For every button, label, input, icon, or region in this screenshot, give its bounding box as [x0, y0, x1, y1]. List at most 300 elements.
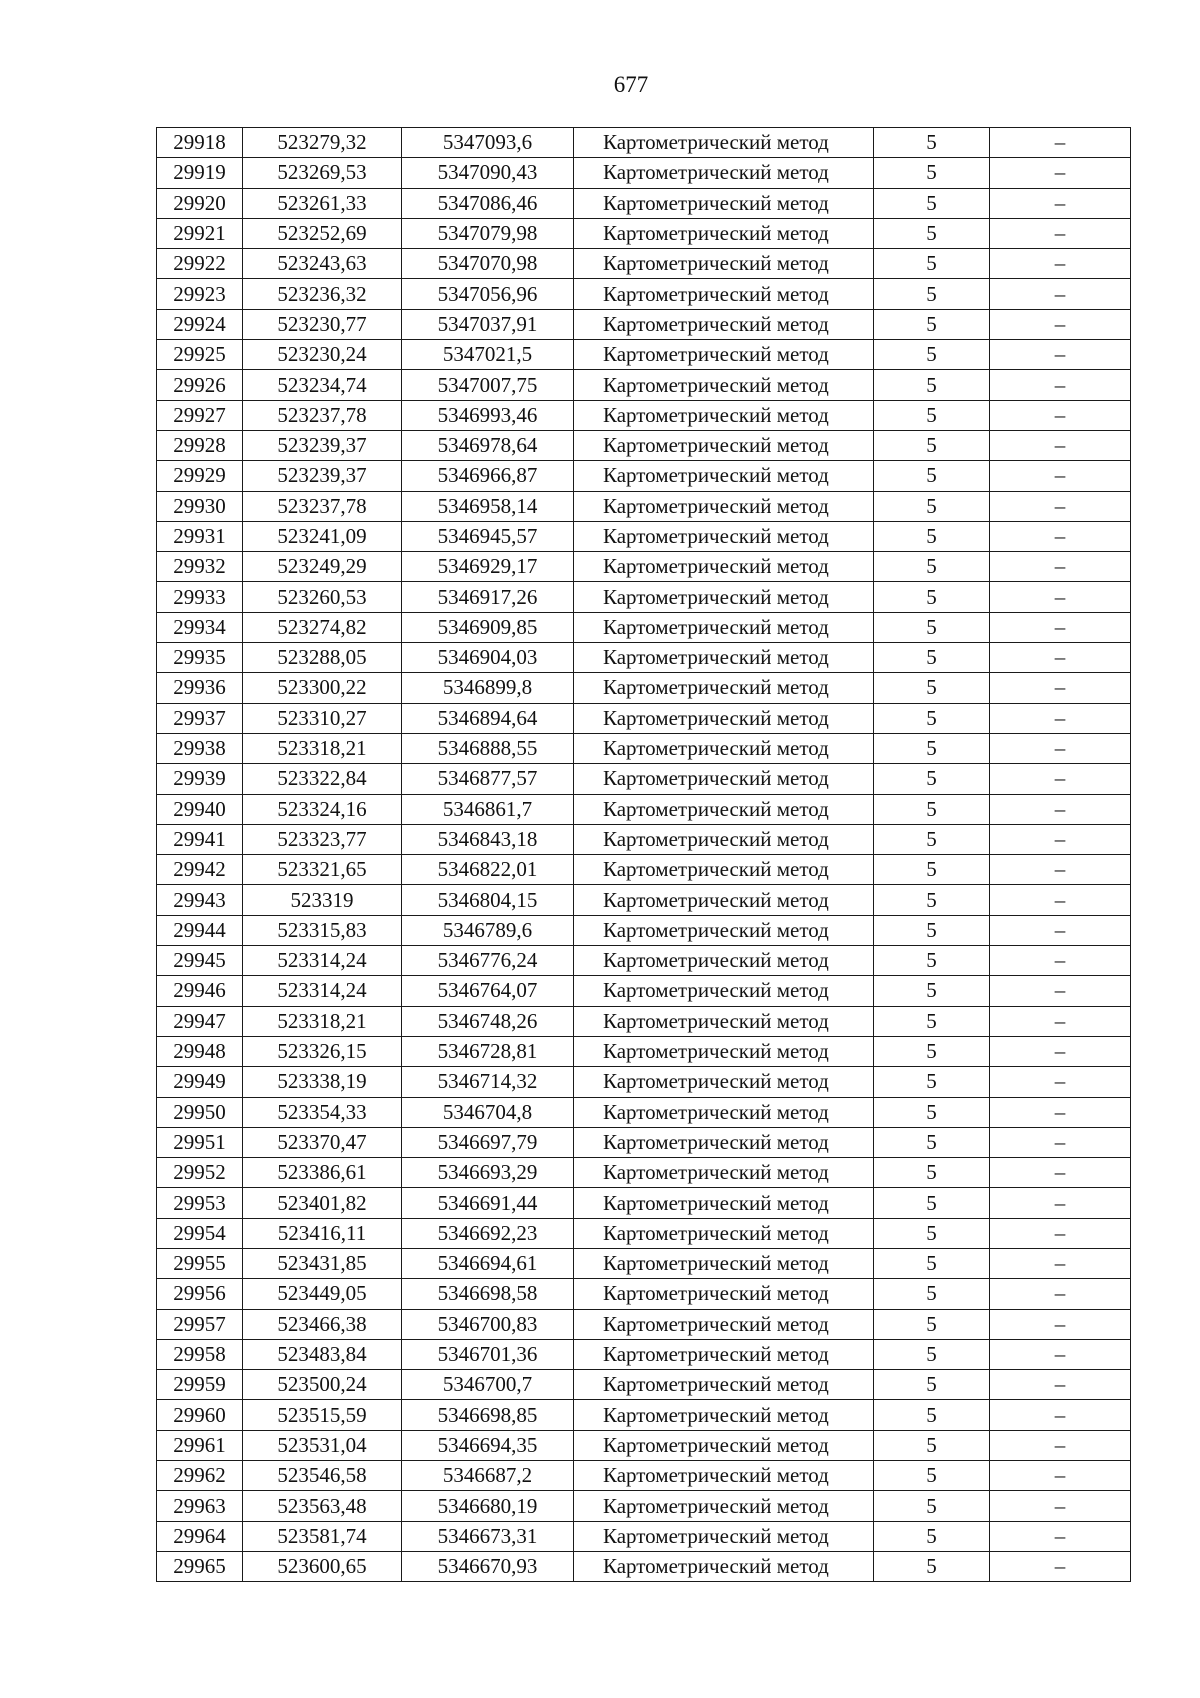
- coordinates-table-body: [157, 128, 1131, 1582]
- note-cell: –: [990, 128, 1131, 158]
- table-row: [157, 279, 1131, 309]
- y-coordinate-cell: 5346804,15: [402, 885, 574, 915]
- x-coordinate-cell: 523546,58: [243, 1461, 402, 1491]
- accuracy-cell: 5: [874, 794, 990, 824]
- point-number-cell: 29958: [157, 1339, 243, 1369]
- method-cell: Картометрический метод: [574, 703, 874, 733]
- point-number-cell: 29923: [157, 279, 243, 309]
- x-coordinate-cell: 523322,84: [243, 764, 402, 794]
- note-cell: –: [990, 946, 1131, 976]
- y-coordinate-cell: 5346698,58: [402, 1279, 574, 1309]
- table-row: [157, 733, 1131, 763]
- table-row: [157, 1400, 1131, 1430]
- table-row: [157, 1430, 1131, 1460]
- x-coordinate-cell: 523230,24: [243, 340, 402, 370]
- x-coordinate-cell: 523315,83: [243, 915, 402, 945]
- accuracy-cell: 5: [874, 703, 990, 733]
- method-cell: Картометрический метод: [574, 1430, 874, 1460]
- x-coordinate-cell: 523319: [243, 885, 402, 915]
- table-row: [157, 1218, 1131, 1248]
- point-number-cell: 29957: [157, 1309, 243, 1339]
- x-coordinate-cell: 523314,24: [243, 946, 402, 976]
- note-cell: –: [990, 1430, 1131, 1460]
- accuracy-cell: 5: [874, 188, 990, 218]
- method-cell: Картометрический метод: [574, 218, 874, 248]
- method-cell: Картометрический метод: [574, 976, 874, 1006]
- x-coordinate-cell: 523230,77: [243, 309, 402, 339]
- method-cell: Картометрический метод: [574, 521, 874, 551]
- x-coordinate-cell: 523354,33: [243, 1097, 402, 1127]
- point-number-cell: 29964: [157, 1521, 243, 1551]
- table-row: [157, 764, 1131, 794]
- accuracy-cell: 5: [874, 249, 990, 279]
- table-row: [157, 188, 1131, 218]
- y-coordinate-cell: 5346958,14: [402, 491, 574, 521]
- table-row: [157, 1461, 1131, 1491]
- y-coordinate-cell: 5346894,64: [402, 703, 574, 733]
- note-cell: –: [990, 218, 1131, 248]
- table-row: [157, 703, 1131, 733]
- accuracy-cell: 5: [874, 218, 990, 248]
- accuracy-cell: 5: [874, 643, 990, 673]
- x-coordinate-cell: 523274,82: [243, 612, 402, 642]
- point-number-cell: 29941: [157, 824, 243, 854]
- table-row: [157, 1006, 1131, 1036]
- method-cell: Картометрический метод: [574, 491, 874, 521]
- point-number-cell: 29954: [157, 1218, 243, 1248]
- y-coordinate-cell: 5347093,6: [402, 128, 574, 158]
- note-cell: –: [990, 824, 1131, 854]
- method-cell: Картометрический метод: [574, 885, 874, 915]
- x-coordinate-cell: 523401,82: [243, 1188, 402, 1218]
- point-number-cell: 29920: [157, 188, 243, 218]
- method-cell: Картометрический метод: [574, 673, 874, 703]
- point-number-cell: 29959: [157, 1370, 243, 1400]
- accuracy-cell: 5: [874, 946, 990, 976]
- note-cell: –: [990, 1248, 1131, 1278]
- x-coordinate-cell: 523531,04: [243, 1430, 402, 1460]
- table-row: [157, 218, 1131, 248]
- method-cell: Картометрический метод: [574, 461, 874, 491]
- table-row: [157, 1551, 1131, 1581]
- point-number-cell: 29927: [157, 400, 243, 430]
- x-coordinate-cell: 523600,65: [243, 1551, 402, 1581]
- accuracy-cell: 5: [874, 855, 990, 885]
- method-cell: Картометрический метод: [574, 1339, 874, 1369]
- x-coordinate-cell: 523500,24: [243, 1370, 402, 1400]
- accuracy-cell: 5: [874, 430, 990, 460]
- table-row: [157, 794, 1131, 824]
- x-coordinate-cell: 523370,47: [243, 1127, 402, 1157]
- accuracy-cell: 5: [874, 340, 990, 370]
- accuracy-cell: 5: [874, 673, 990, 703]
- point-number-cell: 29946: [157, 976, 243, 1006]
- note-cell: –: [990, 521, 1131, 551]
- note-cell: –: [990, 400, 1131, 430]
- y-coordinate-cell: 5346909,85: [402, 612, 574, 642]
- y-coordinate-cell: 5347021,5: [402, 340, 574, 370]
- method-cell: Картометрический метод: [574, 915, 874, 945]
- x-coordinate-cell: 523324,16: [243, 794, 402, 824]
- note-cell: –: [990, 1400, 1131, 1430]
- point-number-cell: 29963: [157, 1491, 243, 1521]
- accuracy-cell: 5: [874, 552, 990, 582]
- x-coordinate-cell: 523466,38: [243, 1309, 402, 1339]
- accuracy-cell: 5: [874, 1218, 990, 1248]
- method-cell: Картометрический метод: [574, 855, 874, 885]
- y-coordinate-cell: 5347037,91: [402, 309, 574, 339]
- note-cell: –: [990, 158, 1131, 188]
- method-cell: Картометрический метод: [574, 582, 874, 612]
- y-coordinate-cell: 5346700,83: [402, 1309, 574, 1339]
- y-coordinate-cell: 5346714,32: [402, 1067, 574, 1097]
- y-coordinate-cell: 5346822,01: [402, 855, 574, 885]
- method-cell: Картометрический метод: [574, 794, 874, 824]
- note-cell: –: [990, 1006, 1131, 1036]
- table-row: [157, 309, 1131, 339]
- method-cell: Картометрический метод: [574, 188, 874, 218]
- accuracy-cell: 5: [874, 1067, 990, 1097]
- y-coordinate-cell: 5346700,7: [402, 1370, 574, 1400]
- x-coordinate-cell: 523241,09: [243, 521, 402, 551]
- table-row: [157, 1067, 1131, 1097]
- point-number-cell: 29948: [157, 1036, 243, 1066]
- note-cell: –: [990, 461, 1131, 491]
- note-cell: –: [990, 430, 1131, 460]
- note-cell: –: [990, 976, 1131, 1006]
- point-number-cell: 29936: [157, 673, 243, 703]
- table-row: [157, 400, 1131, 430]
- x-coordinate-cell: 523321,65: [243, 855, 402, 885]
- accuracy-cell: 5: [874, 1188, 990, 1218]
- note-cell: –: [990, 1218, 1131, 1248]
- x-coordinate-cell: 523252,69: [243, 218, 402, 248]
- method-cell: Картометрический метод: [574, 158, 874, 188]
- point-number-cell: 29952: [157, 1158, 243, 1188]
- x-coordinate-cell: 523314,24: [243, 976, 402, 1006]
- x-coordinate-cell: 523236,32: [243, 279, 402, 309]
- table-row: [157, 491, 1131, 521]
- x-coordinate-cell: 523431,85: [243, 1248, 402, 1278]
- note-cell: –: [990, 733, 1131, 763]
- method-cell: Картометрический метод: [574, 1370, 874, 1400]
- point-number-cell: 29935: [157, 643, 243, 673]
- y-coordinate-cell: 5347007,75: [402, 370, 574, 400]
- y-coordinate-cell: 5346978,64: [402, 430, 574, 460]
- method-cell: Картометрический метод: [574, 128, 874, 158]
- accuracy-cell: 5: [874, 1400, 990, 1430]
- y-coordinate-cell: 5346888,55: [402, 733, 574, 763]
- table-row: [157, 430, 1131, 460]
- accuracy-cell: 5: [874, 612, 990, 642]
- coordinates-table: [156, 127, 1131, 1582]
- point-number-cell: 29947: [157, 1006, 243, 1036]
- table-row: [157, 1309, 1131, 1339]
- table-row: [157, 552, 1131, 582]
- accuracy-cell: 5: [874, 491, 990, 521]
- method-cell: Картометрический метод: [574, 309, 874, 339]
- x-coordinate-cell: 523288,05: [243, 643, 402, 673]
- note-cell: –: [990, 643, 1131, 673]
- note-cell: –: [990, 309, 1131, 339]
- x-coordinate-cell: 523449,05: [243, 1279, 402, 1309]
- y-coordinate-cell: 5346694,61: [402, 1248, 574, 1278]
- accuracy-cell: 5: [874, 915, 990, 945]
- note-cell: –: [990, 1067, 1131, 1097]
- point-number-cell: 29950: [157, 1097, 243, 1127]
- accuracy-cell: 5: [874, 1097, 990, 1127]
- accuracy-cell: 5: [874, 461, 990, 491]
- note-cell: –: [990, 370, 1131, 400]
- accuracy-cell: 5: [874, 764, 990, 794]
- point-number-cell: 29933: [157, 582, 243, 612]
- table-row: [157, 1521, 1131, 1551]
- method-cell: Картометрический метод: [574, 1551, 874, 1581]
- point-number-cell: 29928: [157, 430, 243, 460]
- point-number-cell: 29962: [157, 1461, 243, 1491]
- point-number-cell: 29953: [157, 1188, 243, 1218]
- table-row: [157, 1097, 1131, 1127]
- table-row: [157, 1158, 1131, 1188]
- x-coordinate-cell: 523326,15: [243, 1036, 402, 1066]
- y-coordinate-cell: 5346680,19: [402, 1491, 574, 1521]
- note-cell: –: [990, 188, 1131, 218]
- table-row: [157, 673, 1131, 703]
- method-cell: Картометрический метод: [574, 1491, 874, 1521]
- accuracy-cell: 5: [874, 1006, 990, 1036]
- method-cell: Картометрический метод: [574, 400, 874, 430]
- accuracy-cell: 5: [874, 370, 990, 400]
- method-cell: Картометрический метод: [574, 1127, 874, 1157]
- y-coordinate-cell: 5346748,26: [402, 1006, 574, 1036]
- point-number-cell: 29942: [157, 855, 243, 885]
- x-coordinate-cell: 523239,37: [243, 430, 402, 460]
- x-coordinate-cell: 523515,59: [243, 1400, 402, 1430]
- method-cell: Картометрический метод: [574, 279, 874, 309]
- y-coordinate-cell: 5346687,2: [402, 1461, 574, 1491]
- note-cell: –: [990, 1188, 1131, 1218]
- table-row: [157, 946, 1131, 976]
- note-cell: –: [990, 279, 1131, 309]
- point-number-cell: 29943: [157, 885, 243, 915]
- note-cell: –: [990, 491, 1131, 521]
- y-coordinate-cell: 5346673,31: [402, 1521, 574, 1551]
- page-number: 677: [613, 72, 649, 97]
- point-number-cell: 29956: [157, 1279, 243, 1309]
- point-number-cell: 29924: [157, 309, 243, 339]
- method-cell: Картометрический метод: [574, 764, 874, 794]
- point-number-cell: 29926: [157, 370, 243, 400]
- y-coordinate-cell: 5346701,36: [402, 1339, 574, 1369]
- x-coordinate-cell: 523234,74: [243, 370, 402, 400]
- point-number-cell: 29938: [157, 733, 243, 763]
- y-coordinate-cell: 5346776,24: [402, 946, 574, 976]
- method-cell: Картометрический метод: [574, 1400, 874, 1430]
- point-number-cell: 29919: [157, 158, 243, 188]
- accuracy-cell: 5: [874, 1036, 990, 1066]
- note-cell: –: [990, 1521, 1131, 1551]
- y-coordinate-cell: 5346789,6: [402, 915, 574, 945]
- point-number-cell: 29965: [157, 1551, 243, 1581]
- y-coordinate-cell: 5346697,79: [402, 1127, 574, 1157]
- table-row: [157, 158, 1131, 188]
- y-coordinate-cell: 5346904,03: [402, 643, 574, 673]
- note-cell: –: [990, 612, 1131, 642]
- method-cell: Картометрический метод: [574, 1097, 874, 1127]
- point-number-cell: 29929: [157, 461, 243, 491]
- point-number-cell: 29918: [157, 128, 243, 158]
- y-coordinate-cell: 5347056,96: [402, 279, 574, 309]
- accuracy-cell: 5: [874, 582, 990, 612]
- x-coordinate-cell: 523239,37: [243, 461, 402, 491]
- method-cell: Картометрический метод: [574, 1006, 874, 1036]
- method-cell: Картометрический метод: [574, 340, 874, 370]
- method-cell: Картометрический метод: [574, 552, 874, 582]
- table-row: [157, 885, 1131, 915]
- y-coordinate-cell: 5346694,35: [402, 1430, 574, 1460]
- x-coordinate-cell: 523300,22: [243, 673, 402, 703]
- accuracy-cell: 5: [874, 1491, 990, 1521]
- note-cell: –: [990, 1158, 1131, 1188]
- accuracy-cell: 5: [874, 128, 990, 158]
- table-row: [157, 461, 1131, 491]
- y-coordinate-cell: 5346764,07: [402, 976, 574, 1006]
- x-coordinate-cell: 523269,53: [243, 158, 402, 188]
- note-cell: –: [990, 552, 1131, 582]
- method-cell: Картометрический метод: [574, 643, 874, 673]
- x-coordinate-cell: 523243,63: [243, 249, 402, 279]
- accuracy-cell: 5: [874, 1461, 990, 1491]
- y-coordinate-cell: 5347086,46: [402, 188, 574, 218]
- point-number-cell: 29949: [157, 1067, 243, 1097]
- point-number-cell: 29925: [157, 340, 243, 370]
- note-cell: –: [990, 794, 1131, 824]
- y-coordinate-cell: 5347079,98: [402, 218, 574, 248]
- y-coordinate-cell: 5346899,8: [402, 673, 574, 703]
- accuracy-cell: 5: [874, 309, 990, 339]
- y-coordinate-cell: 5346698,85: [402, 1400, 574, 1430]
- note-cell: –: [990, 1309, 1131, 1339]
- method-cell: Картометрический метод: [574, 1036, 874, 1066]
- accuracy-cell: 5: [874, 279, 990, 309]
- note-cell: –: [990, 1339, 1131, 1369]
- point-number-cell: 29951: [157, 1127, 243, 1157]
- accuracy-cell: 5: [874, 400, 990, 430]
- point-number-cell: 29940: [157, 794, 243, 824]
- x-coordinate-cell: 523318,21: [243, 733, 402, 763]
- accuracy-cell: 5: [874, 976, 990, 1006]
- accuracy-cell: 5: [874, 1370, 990, 1400]
- note-cell: –: [990, 1127, 1131, 1157]
- point-number-cell: 29961: [157, 1430, 243, 1460]
- accuracy-cell: 5: [874, 1309, 990, 1339]
- x-coordinate-cell: 523581,74: [243, 1521, 402, 1551]
- point-number-cell: 29921: [157, 218, 243, 248]
- y-coordinate-cell: 5346670,93: [402, 1551, 574, 1581]
- x-coordinate-cell: 523279,32: [243, 128, 402, 158]
- point-number-cell: 29931: [157, 521, 243, 551]
- point-number-cell: 29944: [157, 915, 243, 945]
- note-cell: –: [990, 1097, 1131, 1127]
- table-row: [157, 340, 1131, 370]
- y-coordinate-cell: 5347090,43: [402, 158, 574, 188]
- accuracy-cell: 5: [874, 1551, 990, 1581]
- table-row: [157, 824, 1131, 854]
- accuracy-cell: 5: [874, 1430, 990, 1460]
- y-coordinate-cell: 5346691,44: [402, 1188, 574, 1218]
- y-coordinate-cell: 5346929,17: [402, 552, 574, 582]
- y-coordinate-cell: 5346861,7: [402, 794, 574, 824]
- x-coordinate-cell: 523563,48: [243, 1491, 402, 1521]
- x-coordinate-cell: 523318,21: [243, 1006, 402, 1036]
- x-coordinate-cell: 523483,84: [243, 1339, 402, 1369]
- note-cell: –: [990, 1461, 1131, 1491]
- method-cell: Картометрический метод: [574, 249, 874, 279]
- table-row: [157, 1279, 1131, 1309]
- method-cell: Картометрический метод: [574, 370, 874, 400]
- table-row: [157, 855, 1131, 885]
- table-row: [157, 976, 1131, 1006]
- y-coordinate-cell: 5346692,23: [402, 1218, 574, 1248]
- table-row: [157, 128, 1131, 158]
- note-cell: –: [990, 1491, 1131, 1521]
- note-cell: –: [990, 915, 1131, 945]
- table-row: [157, 1491, 1131, 1521]
- note-cell: –: [990, 340, 1131, 370]
- table-row: [157, 1248, 1131, 1278]
- accuracy-cell: 5: [874, 1127, 990, 1157]
- note-cell: –: [990, 1279, 1131, 1309]
- y-coordinate-cell: 5346966,87: [402, 461, 574, 491]
- accuracy-cell: 5: [874, 158, 990, 188]
- y-coordinate-cell: 5346945,57: [402, 521, 574, 551]
- y-coordinate-cell: 5346993,46: [402, 400, 574, 430]
- point-number-cell: 29934: [157, 612, 243, 642]
- table-row: [157, 521, 1131, 551]
- y-coordinate-cell: 5346693,29: [402, 1158, 574, 1188]
- accuracy-cell: 5: [874, 885, 990, 915]
- table-row: [157, 370, 1131, 400]
- note-cell: –: [990, 1036, 1131, 1066]
- y-coordinate-cell: 5346877,57: [402, 764, 574, 794]
- note-cell: –: [990, 249, 1131, 279]
- note-cell: –: [990, 582, 1131, 612]
- y-coordinate-cell: 5347070,98: [402, 249, 574, 279]
- note-cell: –: [990, 1551, 1131, 1581]
- table-row: [157, 915, 1131, 945]
- method-cell: Картометрический метод: [574, 430, 874, 460]
- accuracy-cell: 5: [874, 1279, 990, 1309]
- table-row: [157, 249, 1131, 279]
- x-coordinate-cell: 523386,61: [243, 1158, 402, 1188]
- table-row: [157, 1188, 1131, 1218]
- method-cell: Картометрический метод: [574, 612, 874, 642]
- table-row: [157, 643, 1131, 673]
- method-cell: Картометрический метод: [574, 1248, 874, 1278]
- x-coordinate-cell: 523237,78: [243, 491, 402, 521]
- method-cell: Картометрический метод: [574, 1158, 874, 1188]
- x-coordinate-cell: 523260,53: [243, 582, 402, 612]
- method-cell: Картометрический метод: [574, 1188, 874, 1218]
- point-number-cell: 29960: [157, 1400, 243, 1430]
- note-cell: –: [990, 764, 1131, 794]
- x-coordinate-cell: 523310,27: [243, 703, 402, 733]
- point-number-cell: 29955: [157, 1248, 243, 1278]
- accuracy-cell: 5: [874, 1158, 990, 1188]
- point-number-cell: 29922: [157, 249, 243, 279]
- method-cell: Картометрический метод: [574, 1521, 874, 1551]
- method-cell: Картометрический метод: [574, 946, 874, 976]
